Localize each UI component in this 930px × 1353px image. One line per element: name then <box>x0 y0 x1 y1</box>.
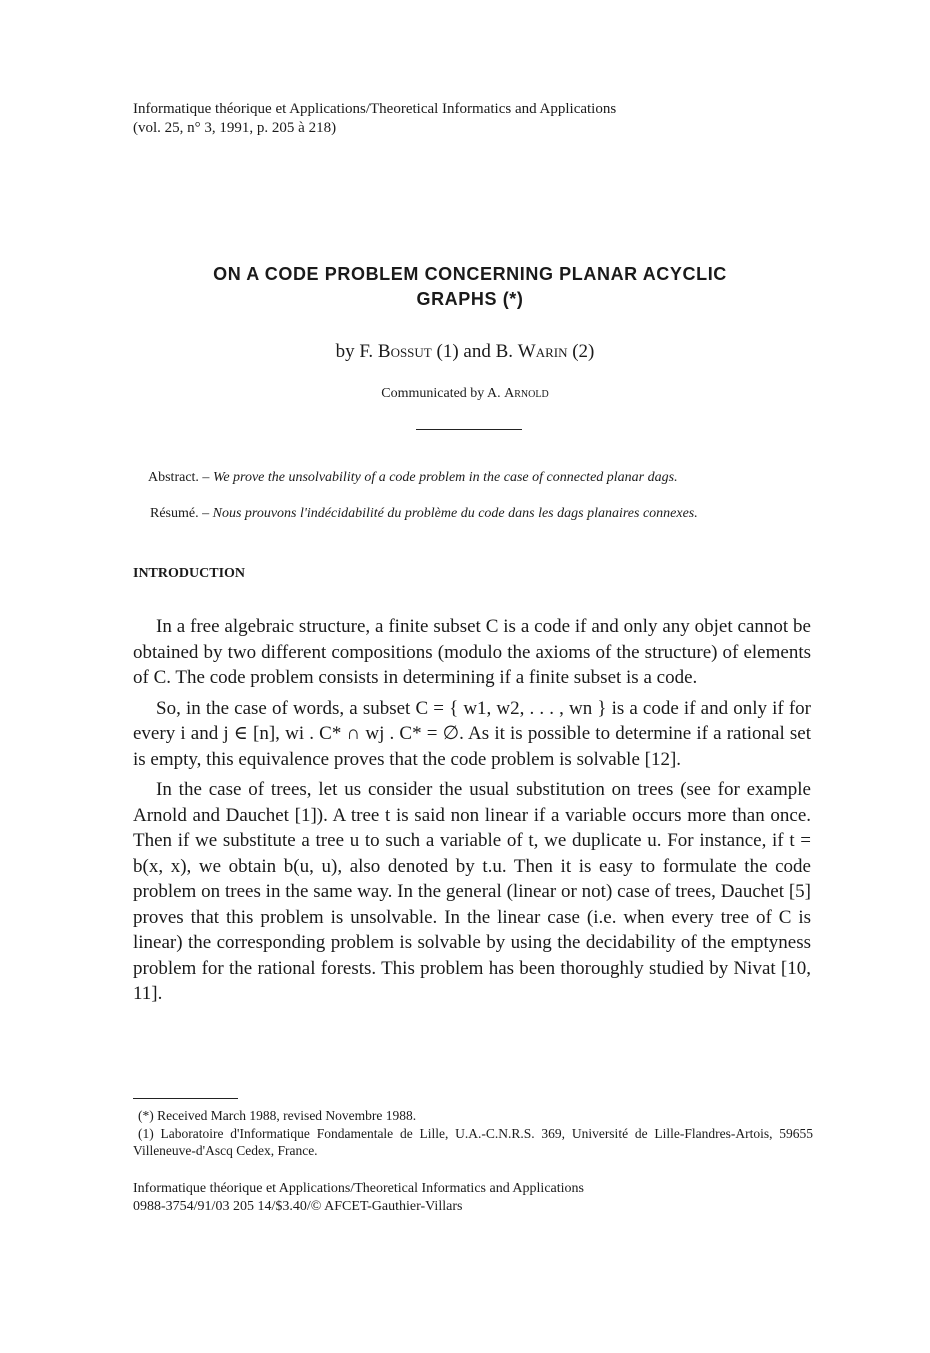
authors-by: by F. <box>335 341 374 362</box>
author-name: Bossut <box>377 341 432 362</box>
footnote-star: (*) Received March 1988, revised Novembre 1988. <box>138 1108 417 1123</box>
paragraph: In a free algebraic structure, a finite subset C is a code if and only any objet cannot be obtained by two different compositions (modulo the axioms of the structure) of elements of C. The code problem consists in determining if a finite subset is a code. <box>133 616 811 688</box>
journal-header <box>133 100 616 138</box>
author-name: Warin <box>517 341 568 362</box>
footer-journal-name: Informatique théorique et Applications/Theoretical Informatics and Applications <box>133 1181 584 1196</box>
footnote-divider <box>133 1098 238 1099</box>
communicated-name: Arnold <box>504 386 549 401</box>
authors-and: and B. <box>463 341 514 362</box>
title-divider <box>416 429 522 430</box>
footnotes <box>133 1107 813 1160</box>
paper-title <box>130 262 810 312</box>
communicated-prefix: Communicated by A. <box>381 386 501 401</box>
title-line-2: GRAPHS (*) <box>416 289 524 309</box>
communicated-by <box>0 386 930 402</box>
paragraph: So, in the case of words, a subset C = { w1, w2, . . . , wn } is a code if and only if for every i and j ∈ [n], wi . C* ∩ wj . C* = ∅. As it is possible to determine if a rational set is empty, this equivalence proves that the code problem is solvable [12]. <box>133 697 811 770</box>
journal-name: Informatique théorique et Applications/Theoretical Informatics and Applications <box>133 101 617 117</box>
resume <box>150 506 698 522</box>
body-text <box>133 614 811 1012</box>
paragraph: In the case of trees, let us consider the usual substitution on trees (see for example Arnold and Dauchet [1]). A tree t is said non linear if a variable occurs more than once. Then if we substitute a tree u to such a variable of t, we duplicate u. For instance, if t = b(x, x), we obtain b(u, u), also denoted by t.u. Then it is easy to formulate the code problem on trees in the same way. In the general (linear or not) case of trees, Dauchet [5] proves that this problem is unsolvable. In the linear case (i.e. when every tree of C is linear) the corresponding problem is solvable by using the decidability of the emptyness problem for the rational forests. This problem has been thoroughly studied by Nivat [10, 11]. <box>133 779 811 1004</box>
authors-line <box>0 341 930 363</box>
abstract <box>148 470 678 486</box>
footnote-1: (1) Laboratoire d'Informatique Fondamentale de Lille, U.A.-C.N.R.S. 369, Université de Lille-Flandres-Artois, 59655 Villeneuve-d'Ascq Cedex, France. <box>133 1125 813 1158</box>
abstract-text: We prove the unsolvability of a code problem in the case of connected planar dags. <box>212 470 678 485</box>
abstract-label: Abstract. – <box>148 470 210 485</box>
journal-footer <box>133 1180 584 1215</box>
author-note-ref: (1) <box>436 341 459 362</box>
footer-issn: 0988-3754/91/03 205 14/$3.40/© AFCET-Gauthier-Villars <box>133 1198 463 1214</box>
section-heading: INTRODUCTION <box>133 566 246 581</box>
resume-text: Nous prouvons l'indécidabilité du problème du code dans les dags planaires connexes. <box>212 506 698 521</box>
resume-label: Résumé. – <box>150 506 210 521</box>
title-line-1: ON A CODE PROBLEM CONCERNING PLANAR ACYCLIC <box>213 264 727 284</box>
author-note-ref: (2) <box>572 341 595 362</box>
journal-volume: (vol. 25, n° 3, 1991, p. 205 à 218) <box>133 120 337 136</box>
